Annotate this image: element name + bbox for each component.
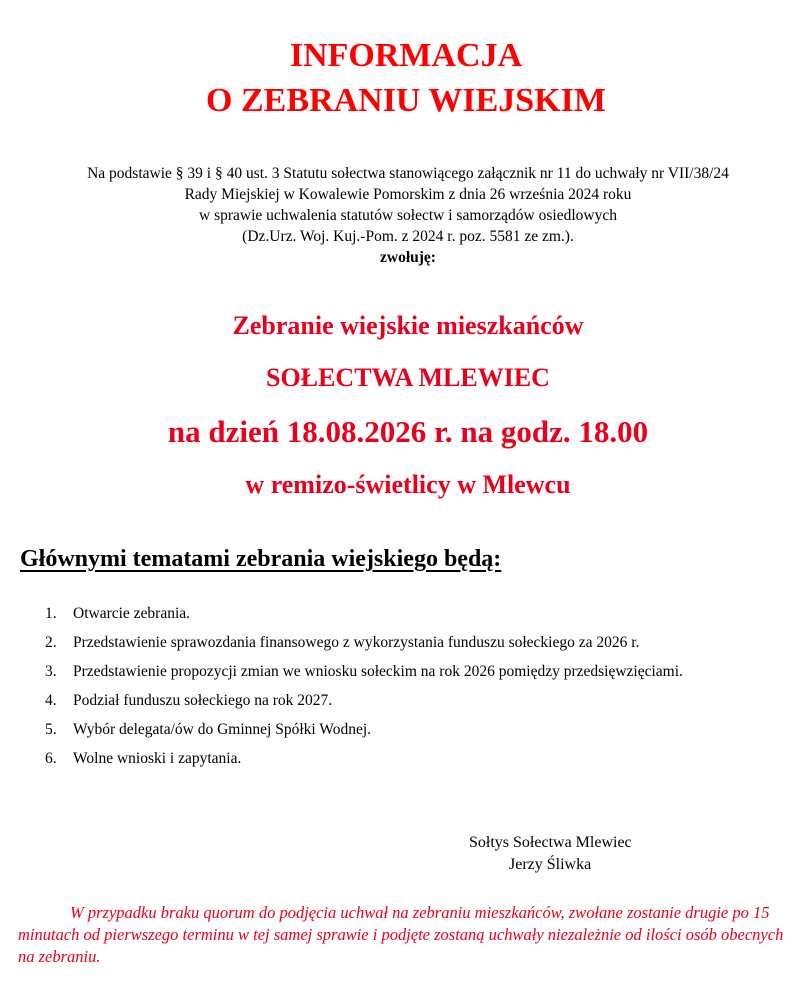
signature-role: Sołtys Sołectwa Mlewiec — [469, 834, 632, 851]
list-item — [0, 715, 800, 744]
list-item-number: 6. — [45, 750, 57, 767]
list-item-text: Wybór delegata/ów do Gminnej Spółki Wodnej. — [73, 721, 372, 738]
topics-heading: Głównymi tematami zebrania wiejskiego będą: — [20, 546, 502, 572]
signature-name: Jerzy Śliwka — [509, 856, 592, 873]
list-item — [0, 686, 800, 715]
title-line-2: O ZEBRANIU WIEJSKIM — [206, 82, 606, 119]
meeting-location: w remizo-świetlicy w Mlewcu — [245, 470, 571, 499]
list-item-number: 5. — [45, 721, 57, 738]
legal-basis-line-2: Rady Miejskiej w Kowalewie Pomorskim z dnia 26 września 2024 roku — [184, 186, 632, 203]
signature-block — [469, 832, 632, 876]
convene-text: zwołuję: — [380, 249, 436, 266]
list-item-number: 1. — [45, 605, 57, 622]
list-item-text: Przedstawienie sprawozdania finansowego z wykorzystania funduszu sołeckiego za 2026 r. — [73, 634, 640, 651]
topics-list — [0, 599, 800, 773]
list-item-text: Przedstawienie propozycji zmian we wniosku sołeckim na rok 2026 pomiędzy przedsięwzięciami. — [73, 663, 683, 680]
legal-basis-line-3: w sprawie uchwalenia statutów sołectw i samorządów osiedlowych — [199, 207, 617, 224]
meeting-title: Zebranie wiejskie mieszkańców — [232, 311, 584, 340]
quorum-note: W przypadku braku quorum do podjęcia uchwał na zebraniu mieszkańców, zwołane zostanie drugie po 15 minutach od pierwszego terminu w tej samej sprawie i podjęte zostaną uchwały niezależnie od ilości osób obecnych na zebraniu. — [18, 903, 784, 966]
list-item — [0, 744, 800, 773]
list-item-number: 3. — [45, 663, 57, 680]
list-item-text: Podział funduszu sołeckiego na rok 2027. — [73, 692, 333, 709]
list-item-text: Wolne wnioski i zapytania. — [73, 750, 242, 767]
list-item-number: 4. — [45, 692, 57, 709]
meeting-date-time: na dzień 18.08.2026 r. na godz. 18.00 — [167, 414, 649, 449]
legal-basis-line-4: (Dz.Urz. Woj. Kuj.-Pom. z 2024 r. poz. 5581 ze zm.). — [242, 228, 574, 245]
title-line-1: INFORMACJA — [289, 37, 523, 74]
list-item-text: Otwarcie zebrania. — [73, 605, 191, 622]
legal-basis-line-1: Na podstawie § 39 i § 40 ust. 3 Statutu sołectwa stanowiącego załącznik nr 11 do uchwały nr VII/38/24 — [87, 165, 729, 182]
legal-basis — [0, 163, 800, 268]
list-item — [0, 657, 800, 686]
list-item — [0, 628, 800, 657]
meeting-village: SOŁECTWA MLEWIEC — [266, 363, 550, 392]
list-item — [0, 599, 800, 628]
list-item-number: 2. — [45, 634, 57, 651]
